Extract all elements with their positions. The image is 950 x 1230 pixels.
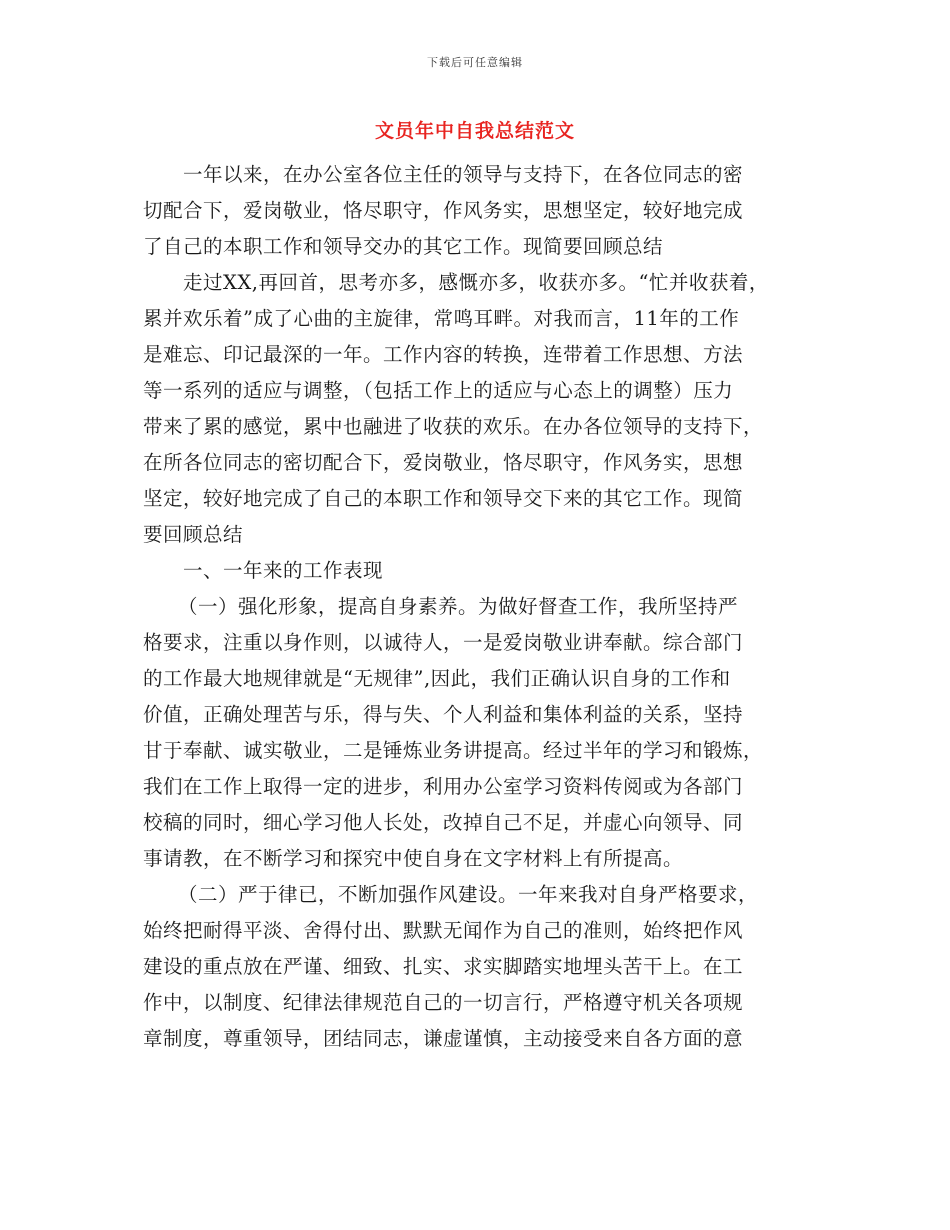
- paragraph-line: 校稿的同时，细心学习他人长处，改掉自己不足，并虚心向领导、同: [143, 811, 744, 834]
- paragraph-line: 是难忘、印记最深的一年。工作内容的转换，连带着工作思想、方法: [143, 343, 744, 366]
- paragraph-line: 一年以来，在办公室各位主任的领导与支持下，在各位同志的密: [183, 163, 744, 186]
- paragraph-line: 章制度，尊重领导，团结同志，谦虚谨慎，主动接受来自各方面的意: [143, 1027, 744, 1050]
- paragraph-line: 走过XX,再回首，思考亦多，感慨亦多，收获亦多。“忙并收获着，: [183, 271, 769, 294]
- paragraph-line: 了自己的本职工作和领导交办的其它工作。现简要回顾总结: [143, 235, 664, 258]
- paragraph-line: 累并欢乐着”成了心曲的主旋律，常鸣耳畔。对我而言，11年的工作: [143, 307, 740, 330]
- paragraph-line: 建设的重点放在严谨、细致、扎实、求实脚踏实地埋头苦干上。在工: [143, 955, 744, 978]
- section-heading: 一、一年来的工作表现: [183, 559, 384, 582]
- paragraph-line: 坚定，较好地完成了自己的本职工作和领导交下来的其它工作。现简: [143, 487, 744, 510]
- paragraph-line: 我们在工作上取得一定的进步，利用办公室学习资料传阅或为各部门: [143, 775, 744, 798]
- paragraph-line: 带来了累的感觉，累中也融进了收获的欢乐。在办各位领导的支持下，: [143, 415, 764, 438]
- header-note: 下载后可任意编辑: [427, 56, 523, 69]
- paragraph-line: 等一系列的适应与调整，（包括工作上的适应与心态上的调整）压力: [143, 379, 734, 402]
- paragraph-line: 格要求，注重以身作则，以诚待人，一是爱岗敬业讲奉献。综合部门: [143, 631, 744, 654]
- paragraph-line: 甘于奉献、诚实敬业，二是锤炼业务讲提高。经过半年的学习和锻炼，: [143, 739, 764, 762]
- paragraph-line: 作中，以制度、纪律法律规范自己的一切言行，严格遵守机关各项规: [143, 991, 744, 1014]
- paragraph-line: 切配合下，爱岗敬业，恪尽职守，作风务实，思想坚定，较好地完成: [143, 199, 744, 222]
- paragraph-line: （一）强化形象，提高自身素养。为做好督查工作，我所坚持严: [178, 595, 739, 618]
- paragraph-line: 始终把耐得平淡、舍得付出、默默无闻作为自己的准则，始终把作风: [143, 919, 744, 942]
- document-body: [143, 157, 833, 1057]
- paragraph-line: 要回顾总结: [143, 523, 244, 546]
- paragraph-line: 在所各位同志的密切配合下，爱岗敬业，恪尽职守，作风务实，思想: [143, 451, 744, 474]
- paragraph-line: 价值，正确处理苦与乐，得与失、个人利益和集体利益的关系，坚持: [143, 703, 744, 726]
- paragraph-line: 事请教，在不断学习和探究中使自身在文字材料上有所提高。: [143, 847, 684, 870]
- paragraph-line: 的工作最大地规律就是“无规律”,因此，我们正确认识自身的工作和: [143, 667, 731, 690]
- document-title: 文员年中自我总结范文: [374, 120, 575, 142]
- paragraph-line: （二）严于律已，不断加强作风建设。一年来我对自身严格要求，: [178, 883, 759, 906]
